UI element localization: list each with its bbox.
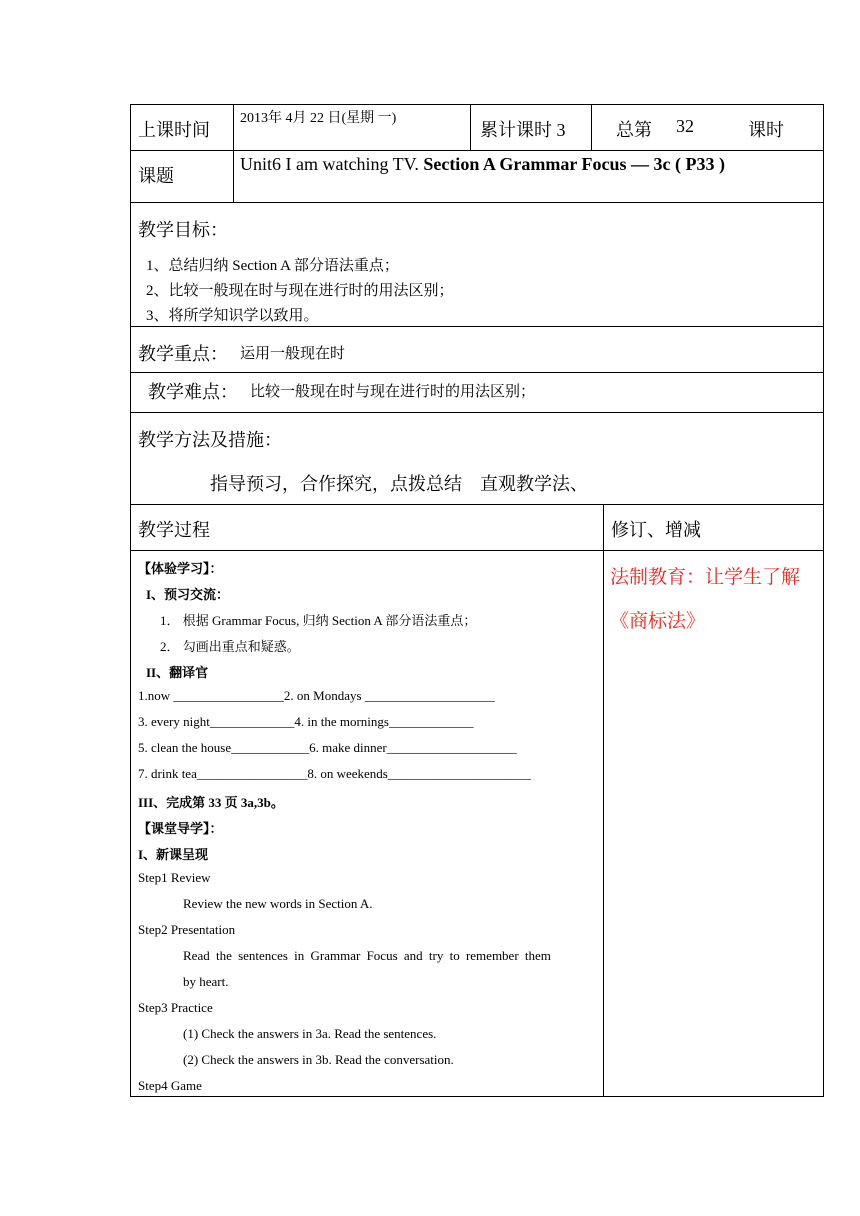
cumulative-hours: 累计课时 3 bbox=[480, 120, 566, 140]
col-divider-cumulative bbox=[470, 104, 471, 151]
table-border-right bbox=[823, 104, 824, 1097]
step2-detail-line1: Read the sentences in Grammar Focus and try to remember them bbox=[183, 948, 551, 963]
step3-detail-1: (1) Check the answers in 3a. Read the sentences. bbox=[183, 1026, 437, 1041]
preview-exchange-heading: I、预习交流： bbox=[146, 587, 230, 602]
objective-item-3: 3、将所学知识学以致用。 bbox=[146, 308, 319, 324]
table-border-bottom bbox=[130, 1096, 824, 1097]
total-label: 总第 bbox=[616, 120, 652, 140]
experience-learning-heading: 【体验学习】： bbox=[138, 561, 223, 576]
process-label: 教学过程 bbox=[138, 520, 210, 540]
step3-detail-2: (2) Check the answers in 3b. Read the conversation. bbox=[183, 1052, 454, 1067]
methods-label: 教学方法及措施： bbox=[138, 430, 282, 450]
step2-detail-line2: by heart. bbox=[183, 974, 229, 989]
topic-value-plain: Unit6 I am watching TV. bbox=[240, 154, 419, 174]
table-border-left bbox=[130, 104, 131, 1097]
step3-title: Step3 Practice bbox=[138, 1000, 213, 1015]
difficulty-label: 教学难点： bbox=[148, 382, 238, 402]
trademark-law-note: 《商标法》 bbox=[610, 611, 706, 632]
topic-label: 课题 bbox=[138, 166, 174, 186]
objective-item-2: 2、比较一般现在时与现在进行时的用法区别； bbox=[146, 283, 454, 299]
row-divider-1 bbox=[130, 150, 824, 151]
total-unit: 课时 bbox=[748, 120, 784, 140]
translate-line-1: 1.now _________________2. on Mondays ____________________ bbox=[138, 688, 495, 703]
row-divider-3 bbox=[130, 326, 824, 327]
total-value: 32 bbox=[676, 116, 694, 136]
key-point-value: 运用一般现在时 bbox=[240, 346, 346, 362]
step1-detail: Review the new words in Section A. bbox=[183, 896, 373, 911]
class-time-value: 2013年 4月 22 日(星期 一) bbox=[240, 111, 397, 126]
difficulty-value: 比较一般现在时与现在进行时的用法区别； bbox=[250, 384, 536, 400]
step2-title: Step2 Presentation bbox=[138, 922, 236, 937]
classroom-guide-heading: 【课堂导学】： bbox=[138, 821, 223, 836]
translate-line-4: 7. drink tea_________________8. on weekends______________________ bbox=[138, 766, 531, 781]
methods-value: 指导预习，合作探究，点拨总结 直观教学法、 bbox=[210, 474, 588, 494]
row-divider-5 bbox=[130, 412, 824, 413]
col-divider-revision bbox=[603, 504, 604, 1097]
objectives-label: 教学目标： bbox=[138, 220, 228, 240]
translate-line-3: 5. clean the house____________6. make dinner____________________ bbox=[138, 740, 517, 755]
complete-exercise-line: III、完成第 33 页 3a,3b。 bbox=[138, 795, 284, 810]
class-time-label: 上课时间 bbox=[138, 120, 210, 140]
row-divider-7 bbox=[130, 550, 824, 551]
topic-value-bold: Section A Grammar Focus — 3c ( P33 ) bbox=[423, 154, 725, 174]
translator-heading: II、翻译官 bbox=[146, 665, 209, 680]
topic-value bbox=[240, 154, 725, 175]
col-divider-label bbox=[233, 104, 234, 203]
new-lesson-heading: I、新课呈现 bbox=[138, 847, 209, 862]
legal-education-note: 法制教育：让学生了解 bbox=[610, 567, 801, 588]
step4-title: Step4 Game bbox=[138, 1078, 202, 1093]
preview-item-2: 2． 勾画出重点和疑惑。 bbox=[160, 639, 300, 654]
preview-item-1: 1． 根据 Grammar Focus, 归纳 Section A 部分语法重点； bbox=[160, 613, 477, 628]
row-divider-6 bbox=[130, 504, 824, 505]
key-point-label: 教学重点： bbox=[138, 344, 228, 364]
objective-item-1: 1、总结归纳 Section A 部分语法重点； bbox=[146, 258, 399, 274]
table-border-top bbox=[130, 104, 824, 105]
revision-label: 修订、增减 bbox=[611, 520, 701, 540]
translate-line-2: 3. every night_____________4. in the mornings_____________ bbox=[138, 714, 474, 729]
row-divider-2 bbox=[130, 202, 824, 203]
col-divider-total bbox=[591, 104, 592, 151]
step1-title: Step1 Review bbox=[138, 870, 211, 885]
row-divider-4 bbox=[130, 372, 824, 373]
